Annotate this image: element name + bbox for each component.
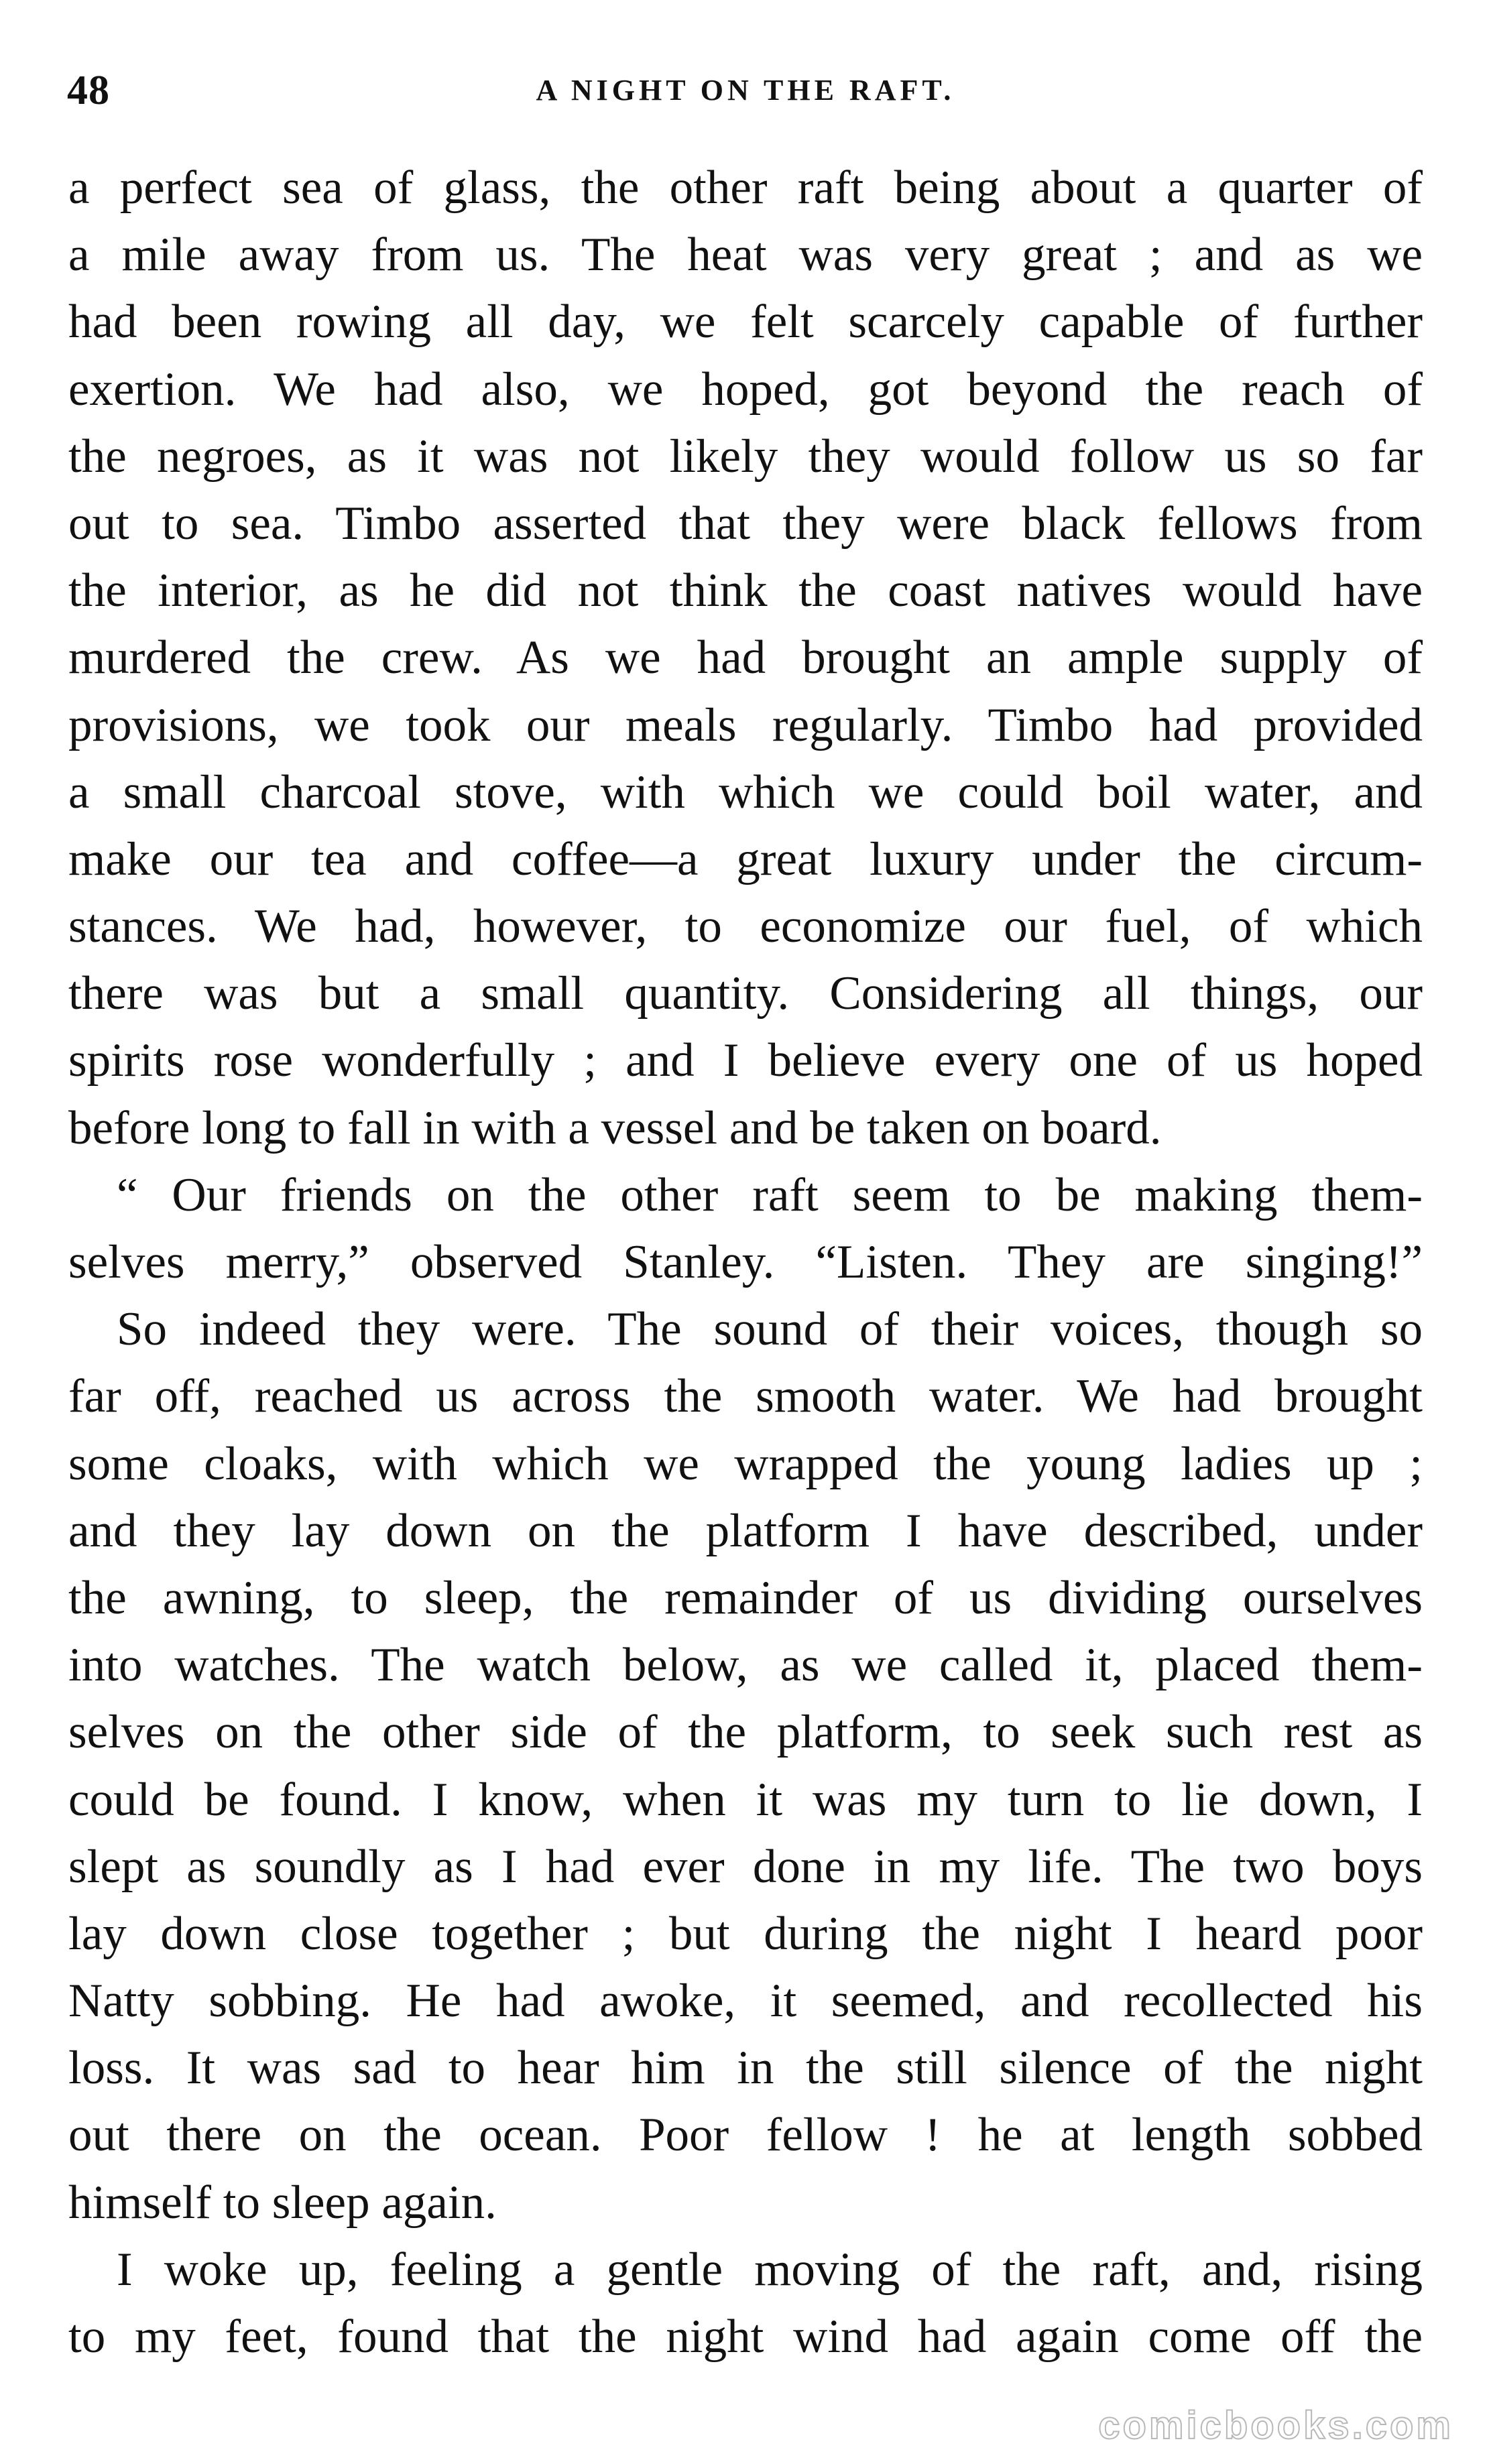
- body-text: [68, 154, 1423, 2370]
- page-number: 48: [67, 68, 110, 113]
- text-line: “ Our friends on the other raft seem to be making them-: [117, 1168, 1423, 1221]
- text-line: stances. We had, however, to economize our fuel, of which: [68, 900, 1423, 953]
- text-line: a small charcoal stove, with which we could boil water, and: [68, 765, 1423, 818]
- page-header: [67, 60, 1424, 121]
- text-line: So indeed they were. The sound of their voices, though so: [117, 1303, 1423, 1356]
- text-line: the negroes, as it was not likely they would follow us so far: [68, 430, 1423, 483]
- text-line: far off, reached us across the smooth water. We had brought: [68, 1370, 1423, 1423]
- text-line: the awning, to sleep, the remainder of us dividing ourselves: [68, 1571, 1423, 1624]
- text-line: a perfect sea of glass, the other raft being about a quarter of: [68, 162, 1423, 214]
- text-line: make our tea and coffee—a great luxury under the circum-: [68, 833, 1423, 885]
- text-line: provisions, we took our meals regularly. Timbo had provided: [68, 698, 1423, 751]
- text-line: had been rowing all day, we felt scarcely capable of further: [68, 296, 1423, 349]
- text-line: exertion. We had also, we hoped, got beyond the reach of: [68, 363, 1423, 416]
- text-line: some cloaks, with which we wrapped the young ladies up ;: [68, 1437, 1423, 1490]
- text-line: into watches. The watch below, as we called it, placed them-: [68, 1639, 1423, 1692]
- running-head: A NIGHT ON THE RAFT.: [536, 74, 955, 107]
- text-line: out to sea. Timbo asserted that they were black fellows from: [68, 497, 1423, 550]
- text-line: I woke up, feeling a gentle moving of the raft, and, rising: [117, 2243, 1423, 2296]
- text-line: himself to sleep again.: [68, 2176, 497, 2229]
- text-line: murdered the crew. As we had brought an ample supply of: [68, 631, 1423, 684]
- text-line: Natty sobbing. He had awoke, it seemed, and recollected his: [68, 1975, 1423, 2028]
- text-line: before long to fall in with a vessel and be taken on board.: [68, 1101, 1162, 1154]
- text-line: to my feet, found that the night wind had again come off the: [68, 2311, 1423, 2363]
- text-line: and they lay down on the platform I have described, under: [68, 1504, 1423, 1557]
- text-line: could be found. I know, when it was my turn to lie down, I: [68, 1773, 1423, 1826]
- text-line: the interior, as he did not think the coast natives would have: [68, 564, 1423, 617]
- text-line: loss. It was sad to hear him in the still silence of the night: [68, 2042, 1423, 2095]
- text-line: spirits rose wonderfully ; and I believe every one of us hoped: [68, 1034, 1423, 1087]
- text-line: lay down close together ; but during the night I heard poor: [68, 1907, 1423, 1960]
- text-line: a mile away from us. The heat was very great ; and as we: [68, 229, 1423, 282]
- text-line: out there on the ocean. Poor fellow ! he at length sobbed: [68, 2109, 1423, 2162]
- watermark: comicbooks.com: [1098, 2404, 1453, 2447]
- text-line: slept as soundly as I had ever done in my life. The two boys: [68, 1840, 1423, 1893]
- text-line: selves merry,” observed Stanley. “Listen. They are singing!”: [68, 1236, 1423, 1288]
- text-line: selves on the other side of the platform, to seek such rest as: [68, 1706, 1423, 1759]
- text-line: there was but a small quantity. Considering all things, our: [68, 967, 1423, 1020]
